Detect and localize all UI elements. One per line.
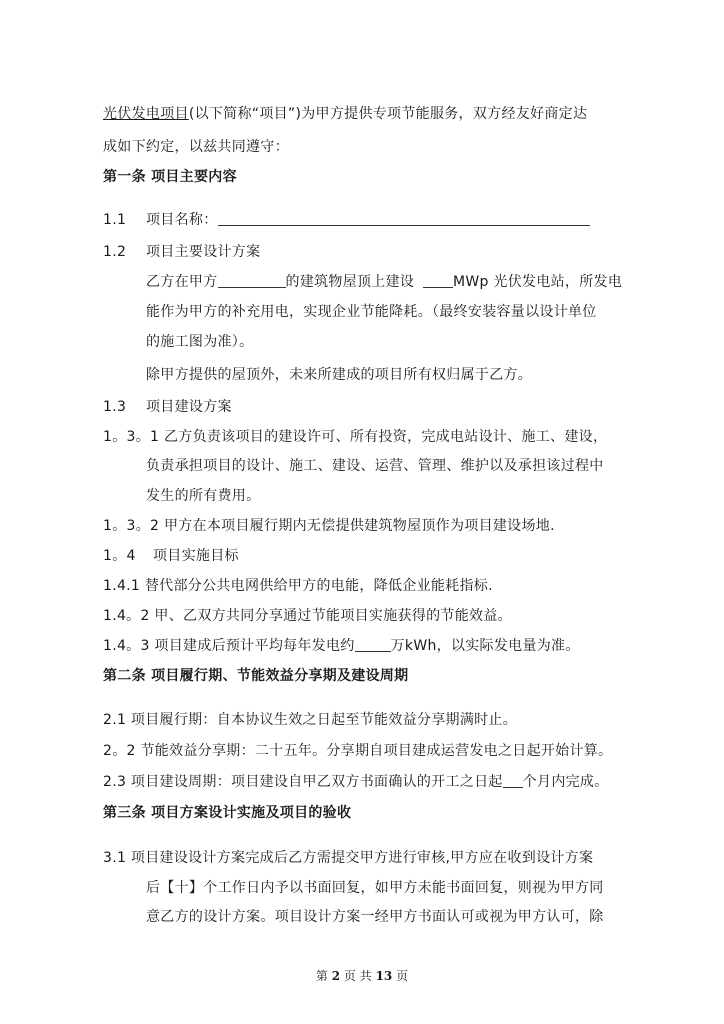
intro-line-1-text: (以下简称“项目”)为甲方提供专项节能服务，双方经友好商定达 xyxy=(188,106,588,122)
project-name-link[interactable]: 光伏发电项目 xyxy=(103,106,189,122)
section-2-3 xyxy=(103,773,609,791)
section-1-2 xyxy=(103,243,260,261)
section-1-3-1-line-3: 发生的所有费用。 xyxy=(146,488,261,504)
section-3-1-line-2: 后【十】个工作日内予以书面回复，如甲方未能书面回复，则视为甲方同 xyxy=(146,880,604,896)
footer-mid: 页 共 xyxy=(343,969,372,983)
section-1-2-number: 1.2 xyxy=(103,244,127,260)
text-a: 乙方在甲方 xyxy=(146,274,218,290)
section-1-4-3 xyxy=(103,637,580,655)
section-1-1-label: 项目名称： xyxy=(146,212,218,228)
section-2-2: 2。2 节能效益分享期：二十五年。分享期自项目建成运营发电之日起开始计算。 xyxy=(103,743,613,759)
text-a: 2.3 项目建设周期：项目建设自甲乙双方书面确认的开工之日起 xyxy=(103,774,503,790)
section-1-4-2: 1.4。2 甲、乙双方共同分享通过节能项目实施获得的节能效益。 xyxy=(103,608,512,624)
section-1-2-label: 项目主要设计方案 xyxy=(146,244,261,260)
text-c: MWp 光伏发电站，所发电 xyxy=(452,274,623,290)
section-1-2-para-4: 除甲方提供的屋顶外，未来所建成的项目所有权归属于乙方。 xyxy=(146,367,533,383)
section-1-2-para-3: 的施工图为准）。 xyxy=(146,334,254,350)
capacity-blank[interactable] xyxy=(423,273,453,288)
section-1-3-2: 1。3。2 甲方在本项目履行期内无偿提供建筑物屋顶作为项目建设场地. xyxy=(103,518,555,534)
text-b: 个月内完成。 xyxy=(522,774,609,790)
section-1-3-1-line-2: 负责承担项目的设计、施工、建设、运营、管理、维护以及承担该过程中 xyxy=(146,458,604,474)
page-footer xyxy=(0,967,724,984)
section-1-3 xyxy=(103,398,232,416)
total-pages-number: 13 xyxy=(375,969,393,983)
section-1-2-para-1 xyxy=(146,273,622,291)
footer-post: 页 xyxy=(396,969,409,983)
annual-generation-blank[interactable] xyxy=(355,637,391,652)
text-a: 1.4。3 项目建成后预计平均每年发电约 xyxy=(103,638,355,654)
intro-line-2: 成如下约定，以兹共同遵守： xyxy=(103,139,289,155)
section-1-1 xyxy=(103,211,590,229)
section-1-3-number: 1.3 xyxy=(103,399,127,415)
text-b: 的建筑物屋顶上建设 xyxy=(285,274,415,290)
section-1-4 xyxy=(103,547,239,565)
section-1-4-number: 1。4 xyxy=(103,548,136,564)
section-2-1: 2.1 项目履行期：自本协议生效之日起至节能效益分享期满时止。 xyxy=(103,712,518,728)
section-1-3-1-line-1: 1。3。1 乙方负责该项目的建设许可、所有投资，完成电站设计、施工、建设， xyxy=(103,429,608,445)
current-page-number: 2 xyxy=(331,969,341,983)
article-3-heading: 第三条 项目方案设计实施及项目的验收 xyxy=(103,805,352,821)
project-name-blank[interactable] xyxy=(218,211,590,226)
section-1-4-label: 项目实施目标 xyxy=(153,548,239,564)
text-b: 万kWh，以实际发电量为准。 xyxy=(390,638,580,654)
section-3-1-line-3: 意乙方的设计方案。项目设计方案一经甲方书面认可或视为甲方认可，除 xyxy=(146,909,604,925)
section-3-1-line-1: 3.1 项目建设设计方案完成后乙方需提交甲方进行审核,甲方应在收到设计方案 xyxy=(103,850,594,866)
article-1-heading: 第一条 项目主要内容 xyxy=(103,169,237,185)
section-1-2-para-2: 能作为甲方的补充用电，实现企业节能降耗。（最终安装容量以设计单位 xyxy=(146,304,597,320)
section-1-4-1: 1.4.1 替代部分公共电网供给甲方的电能，降低企业能耗指标. xyxy=(103,578,493,594)
article-2-heading: 第二条 项目履行期、节能效益分享期及建设周期 xyxy=(103,668,409,684)
section-1-1-number: 1.1 xyxy=(103,212,127,228)
intro-line-1 xyxy=(103,105,587,123)
footer-pre: 第 xyxy=(315,969,328,983)
months-blank[interactable] xyxy=(503,773,523,788)
party-a-blank[interactable] xyxy=(218,273,286,288)
section-1-3-label: 项目建设方案 xyxy=(146,399,232,415)
